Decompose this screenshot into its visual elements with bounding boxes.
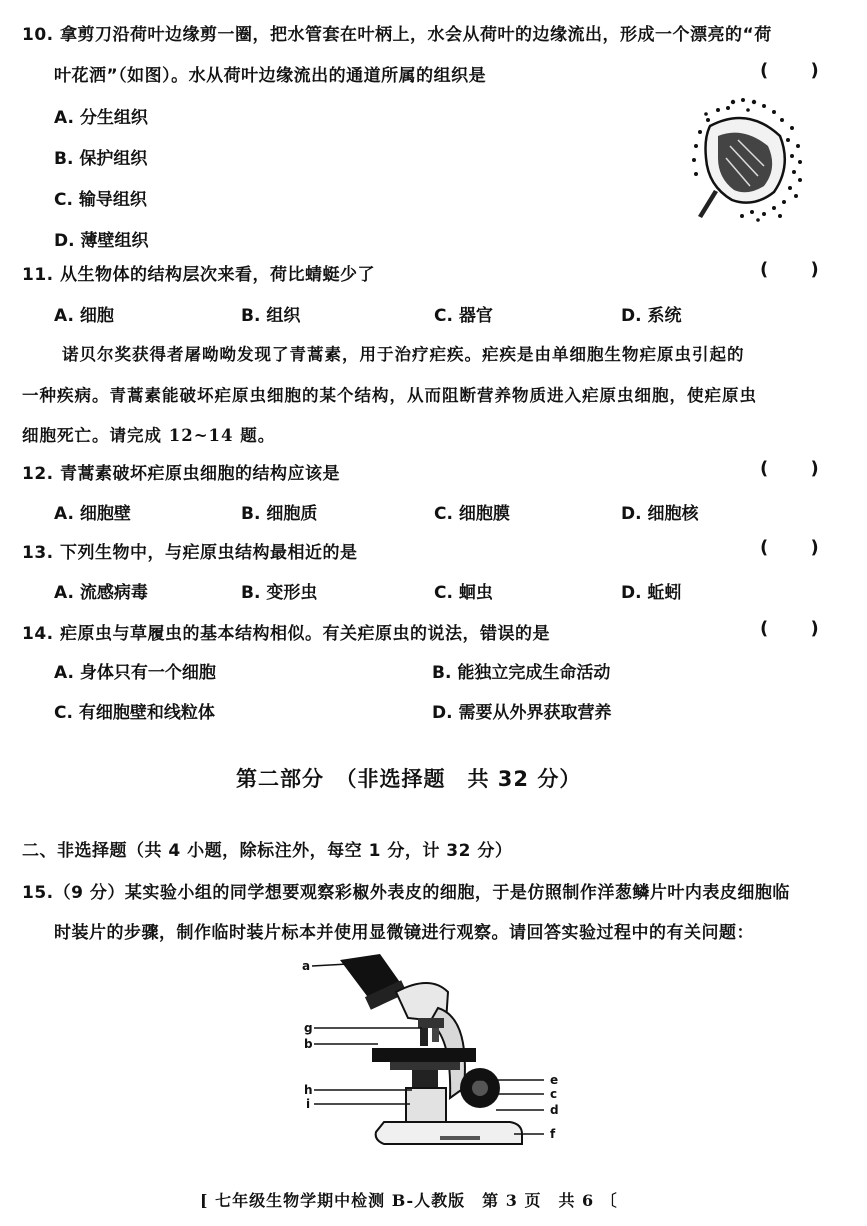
microscope-label-g: g: [304, 1021, 313, 1035]
microscope-label-b: b: [304, 1037, 313, 1051]
q11-option-a: A. 细胞: [54, 306, 114, 326]
q14-option-a: A. 身体只有一个细胞: [54, 663, 216, 683]
q10-stem-line1: 10. 拿剪刀沿荷叶边缘剪一圈，把水管套在叶柄上，水会从荷叶的边缘流出，形成一个漂亮的“荷: [22, 25, 772, 45]
microscope-label-c: c: [550, 1087, 558, 1101]
passage-line1: 诺贝尔奖获得者屠呦呦发现了青蒿素，用于治疗疟疾。疟疾是由单细胞生物疟原虫引起的: [62, 345, 745, 364]
q12-option-b: B. 细胞质: [241, 504, 318, 524]
microscope-eyepiece: [340, 954, 407, 1010]
microscope-label-i: i: [306, 1097, 311, 1111]
q13-option-c: C. 蛔虫: [434, 583, 493, 603]
microscope-label-h: h: [304, 1083, 313, 1097]
q11-option-b: B. 组织: [241, 306, 301, 326]
q14-option-b: B. 能独立完成生命活动: [432, 663, 611, 683]
q10-option-c: C. 输导组织: [54, 190, 147, 210]
passage-line2: 一种疾病。青蒿素能破坏疟原虫细胞的某个结构，从而阻断营养物质进入疟原虫细胞，使疟原虫: [22, 386, 757, 405]
q10-stem-line2: 叶花洒”（如图）。水从荷叶边缘流出的通道所属的组织是: [54, 66, 487, 86]
q12-option-c: C. 细胞膜: [434, 504, 510, 524]
q15-stem-line2: 时装片的步骤，制作临时装片标本并使用显微镜进行观察。请回答实验过程中的有关问题：: [54, 923, 754, 943]
q10-option-b: B. 保护组织: [54, 149, 148, 169]
q14-option-d: D. 需要从外界获取营养: [432, 703, 612, 723]
q13-option-a: A. 流感病毒: [54, 583, 148, 603]
part2-instruction: 二、非选择题（共 4 小题，除标注外，每空 1 分，计 32 分）: [22, 841, 513, 861]
part2-title: 第二部分 （非选择题 共 32 分）: [236, 767, 582, 791]
q11-answer-bracket: ( ): [760, 259, 837, 280]
q15-stem-line1: 15.（9 分）某实验小组的同学想要观察彩椒外表皮的细胞，于是仿照制作洋葱鳞片叶内表皮细胞临: [22, 883, 790, 903]
passage-line3: 细胞死亡。请完成 12~14 题。: [22, 426, 276, 445]
microscope-label-d: d: [550, 1103, 559, 1117]
microscope-label-e: e: [550, 1073, 559, 1087]
q13-option-d: D. 蚯蚓: [621, 583, 682, 603]
q13-stem: 13. 下列生物中，与疟原虫结构最相近的是: [22, 543, 358, 563]
q12-option-d: D. 细胞核: [621, 504, 699, 524]
q14-stem: 14. 疟原虫与草履虫的基本结构相似。有关疟原虫的说法，错误的是: [22, 624, 551, 644]
microscope-label-f: f: [550, 1127, 556, 1141]
q14-answer-bracket: ( ): [760, 618, 837, 639]
lotus-leaf-shower-figure: [688, 96, 803, 226]
q13-answer-bracket: ( ): [760, 537, 837, 558]
q12-option-a: A. 细胞壁: [54, 504, 131, 524]
q12-stem: 12. 青蒿素破坏疟原虫细胞的结构应该是: [22, 464, 341, 484]
microscope-label-a: a: [302, 959, 311, 973]
q14-option-c: C. 有细胞壁和线粒体: [54, 703, 215, 723]
q13-option-b: B. 变形虫: [241, 583, 318, 603]
q11-stem: 11. 从生物体的结构层次来看，荷比蜻蜓少了: [22, 265, 376, 285]
q12-answer-bracket: ( ): [760, 458, 837, 479]
page-footer: [ 七年级生物学期中检测 B-人教版 第 3 页 共 6 〔: [200, 1191, 618, 1210]
q11-option-c: C. 器官: [434, 306, 493, 326]
q10-answer-bracket: ( ): [760, 60, 837, 81]
microscope-diagram: [300, 948, 590, 1158]
q10-option-a: A. 分生组织: [54, 108, 148, 128]
q11-option-d: D. 系统: [621, 306, 682, 326]
q10-option-d: D. 薄壁组织: [54, 231, 149, 251]
